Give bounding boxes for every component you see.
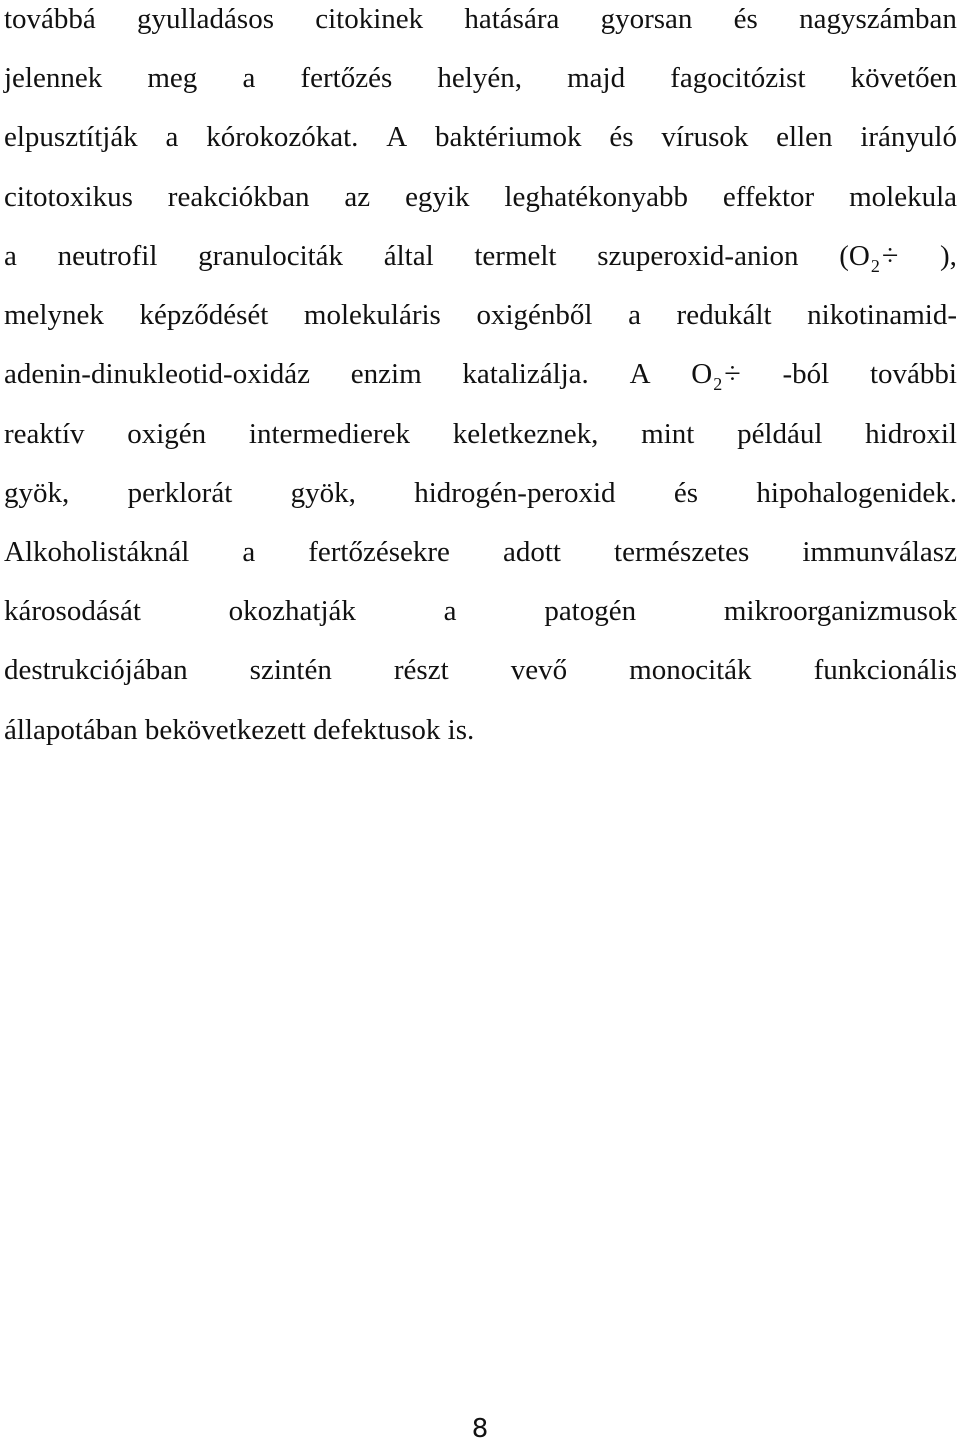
word: leghatékonyabb (504, 181, 689, 213)
word: termelt (474, 240, 557, 272)
word: hipohalogenidek. (756, 477, 957, 509)
word: A (386, 121, 408, 153)
word: követően (850, 62, 957, 94)
word: elpusztítják (4, 121, 138, 153)
word: fertőzés (300, 62, 393, 94)
word: kórokozókat. (206, 121, 359, 153)
word: a (242, 536, 256, 568)
word: keletkeznek, (452, 418, 599, 450)
paragraph-line (4, 417, 957, 451)
word: részt (393, 654, 449, 686)
word: patogén (544, 595, 637, 627)
word: adenin-dinukleotid-oxidáz (4, 358, 311, 390)
paragraph-line (4, 239, 957, 276)
word: ), (939, 240, 957, 272)
word: hidroxil (865, 418, 957, 450)
word: baktériumok (434, 121, 582, 153)
word: által (383, 240, 434, 272)
word: szuperoxid-anion (597, 240, 799, 272)
word: képződését (139, 299, 269, 331)
paragraph-line (4, 120, 957, 154)
word: és (673, 477, 699, 509)
word: gyök, (290, 477, 356, 509)
word: effektor (722, 181, 815, 213)
word: adott (502, 536, 561, 568)
word: katalizálja. (462, 358, 589, 390)
word: a (628, 299, 641, 331)
word: Alkoholistáknál (4, 536, 190, 568)
radical-symbol: ÷ (724, 357, 741, 390)
word: gyulladásos (137, 3, 274, 35)
word: például (737, 418, 823, 450)
word: redukált (676, 299, 772, 331)
paragraph-line (4, 357, 957, 394)
word: enzim (350, 358, 422, 390)
word: molekuláris (303, 299, 441, 331)
word: majd (567, 62, 626, 94)
paragraph-line (4, 180, 957, 214)
word: reaktív (4, 418, 85, 450)
word: oxigénből (476, 299, 593, 331)
word: a (242, 62, 256, 94)
word: és (609, 121, 634, 153)
word: ellen (776, 121, 833, 153)
subscript: 2 (870, 256, 880, 276)
word: fagocitózist (670, 62, 806, 94)
word: helyén, (437, 62, 522, 94)
word: oxigén (127, 418, 207, 450)
word: vírusok (661, 121, 749, 153)
paragraph-line (4, 61, 957, 95)
word: citotoxikus (4, 181, 133, 213)
paragraph-line (4, 476, 957, 510)
word: neutrofil (57, 240, 158, 272)
word: intermedierek (248, 418, 410, 450)
word: -ból (782, 358, 830, 390)
word: a (443, 595, 457, 627)
word: a (165, 121, 179, 153)
word: az (344, 181, 371, 213)
paragraph-line (4, 535, 957, 569)
word: károsodását (4, 595, 141, 627)
word: mikroorganizmusok (723, 595, 957, 627)
word: citokinek (315, 3, 424, 35)
word: jelennek (4, 62, 103, 94)
word: egyik (405, 181, 470, 213)
word: reakciókban (167, 181, 310, 213)
paragraph-line (4, 2, 957, 36)
word: hidrogén-peroxid (414, 477, 616, 509)
word: A (629, 358, 651, 390)
word: szintén (249, 654, 332, 686)
word: destrukciójában (4, 654, 188, 686)
word: hatására (464, 3, 560, 35)
word: melynek (4, 299, 104, 331)
word: perklorát (127, 477, 233, 509)
word: gyorsan (600, 3, 693, 35)
word: továbbá (4, 3, 96, 35)
radical-symbol: ÷ (881, 239, 899, 272)
subscript: 2 (713, 374, 723, 394)
word: fertőzésekre (308, 536, 450, 568)
word: okozhatják (228, 595, 356, 627)
word: a (4, 240, 17, 272)
page-number: 8 (471, 1414, 489, 1444)
word: további (869, 358, 957, 390)
word: immunválasz (802, 536, 957, 568)
word: gyök, (4, 477, 70, 509)
word: granulociták (198, 240, 344, 272)
word: irányuló (860, 121, 957, 153)
word: $O_2\div$ (691, 357, 741, 394)
word: és (733, 3, 758, 35)
word: vevő (510, 654, 568, 686)
word: mint (641, 418, 695, 450)
word: ($O_2\div$ (839, 239, 899, 276)
paragraph-line-last: állapotában bekövetkezett defektusok is. (4, 714, 475, 746)
paragraph-line (4, 653, 957, 687)
word: nikotinamid- (807, 299, 957, 331)
paragraph-line (4, 594, 957, 628)
word: molekula (849, 181, 957, 213)
word: monociták (629, 654, 752, 686)
word: meg (147, 62, 198, 94)
word: természetes (614, 536, 750, 568)
paragraph-line (4, 298, 957, 332)
word: nagyszámban (799, 3, 957, 35)
word: funkcionális (813, 654, 957, 686)
